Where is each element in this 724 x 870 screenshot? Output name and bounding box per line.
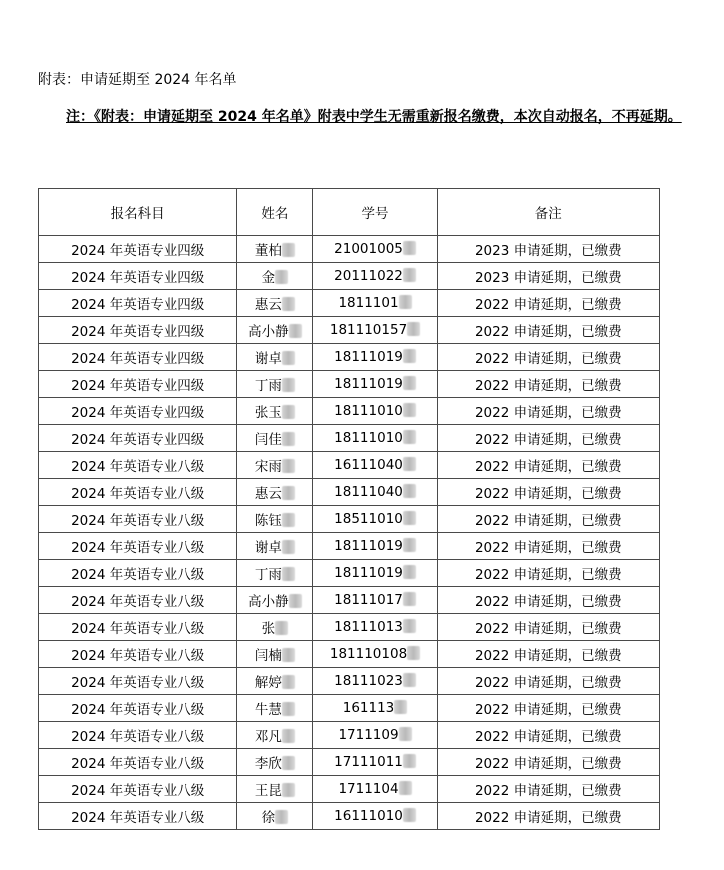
cell-subject-text: 2024 年英语专业八级 [71, 621, 205, 637]
redaction-mask [282, 297, 295, 311]
redaction-mask [275, 270, 288, 284]
cell-subject [39, 425, 237, 452]
cell-student-id-text: 18111019 [334, 538, 403, 554]
redaction-mask [403, 754, 416, 768]
cell-remark [437, 398, 659, 425]
cell-student-id [313, 614, 437, 641]
cell-remark [437, 722, 659, 749]
cell-student-id-text: 18111013 [334, 619, 403, 635]
cell-remark [437, 587, 659, 614]
cell-remark [437, 344, 659, 371]
redaction-mask [403, 376, 416, 390]
cell-student-id-text: 1711109 [338, 727, 399, 743]
table-row [39, 803, 660, 830]
cell-name [237, 344, 313, 371]
cell-subject-text: 2024 年英语专业八级 [71, 675, 205, 691]
redaction-mask [407, 322, 420, 336]
cell-remark [437, 452, 659, 479]
table-row [39, 749, 660, 776]
cell-remark [437, 479, 659, 506]
cell-student-id-text: 16111010 [334, 808, 403, 824]
table-row [39, 290, 660, 317]
cell-student-id [313, 398, 437, 425]
cell-name-text: 解婷 [254, 675, 282, 691]
cell-subject [39, 587, 237, 614]
redaction-mask [282, 378, 295, 392]
appendix-heading: 附表：申请延期至 2024 年名单 [38, 72, 237, 88]
redaction-mask [282, 756, 295, 770]
cell-name-text: 李欣 [254, 756, 282, 772]
cell-remark [437, 614, 659, 641]
cell-remark-text: 2022 申请延期，已缴费 [474, 351, 622, 367]
cell-remark-text: 2022 申请延期，已缴费 [474, 783, 622, 799]
cell-remark-text: 2022 申请延期，已缴费 [474, 459, 622, 475]
cell-name [237, 371, 313, 398]
header-student-id: 学号 [313, 189, 437, 236]
redaction-mask [275, 621, 288, 635]
redaction-mask [403, 457, 416, 471]
cell-name-text: 宋雨 [254, 459, 282, 475]
table-row [39, 695, 660, 722]
cell-name-text: 闫楠 [254, 648, 282, 664]
redaction-mask [282, 540, 295, 554]
table-row [39, 425, 660, 452]
cell-subject [39, 263, 237, 290]
redaction-mask [399, 727, 412, 741]
cell-subject-text: 2024 年英语专业四级 [71, 324, 205, 340]
redaction-mask [282, 702, 295, 716]
cell-remark-text: 2022 申请延期，已缴费 [474, 675, 622, 691]
cell-remark-text: 2022 申请延期，已缴费 [474, 756, 622, 772]
table-row [39, 533, 660, 560]
cell-name-text: 丁雨 [254, 567, 282, 583]
header-name: 姓名 [237, 189, 313, 236]
cell-student-id-text: 18111010 [334, 430, 403, 446]
table-row [39, 668, 660, 695]
cell-subject [39, 776, 237, 803]
redaction-mask [282, 486, 295, 500]
cell-student-id [313, 695, 437, 722]
cell-name-text: 董柏 [254, 243, 282, 259]
cell-student-id [313, 641, 437, 668]
cell-student-id [313, 479, 437, 506]
cell-student-id-text: 18111019 [334, 376, 403, 392]
cell-subject-text: 2024 年英语专业四级 [71, 432, 205, 448]
redaction-mask [399, 295, 412, 309]
cell-name-text: 惠云 [254, 297, 282, 313]
cell-student-id-text: 18111023 [334, 673, 403, 689]
table-row [39, 317, 660, 344]
redaction-mask [403, 565, 416, 579]
cell-subject-text: 2024 年英语专业八级 [71, 729, 205, 745]
redaction-mask [289, 324, 302, 338]
redaction-mask [282, 648, 295, 662]
cell-remark-text: 2023 申请延期，已缴费 [474, 270, 622, 286]
table-row [39, 722, 660, 749]
cell-name [237, 398, 313, 425]
redaction-mask [282, 351, 295, 365]
redaction-mask [282, 567, 295, 581]
cell-student-id-text: 161113 [342, 700, 395, 716]
cell-remark-text: 2022 申请延期，已缴费 [474, 648, 622, 664]
redaction-mask [403, 592, 416, 606]
cell-name-text: 徐 [261, 810, 276, 826]
cell-name [237, 317, 313, 344]
cell-student-id-text: 18511010 [334, 511, 403, 527]
header-remark: 备注 [437, 189, 659, 236]
cell-remark [437, 641, 659, 668]
cell-name [237, 776, 313, 803]
redaction-mask [282, 459, 295, 473]
cell-name [237, 452, 313, 479]
cell-name-text: 张 [261, 621, 276, 637]
cell-student-id [313, 533, 437, 560]
cell-subject-text: 2024 年英语专业四级 [71, 297, 205, 313]
cell-name [237, 695, 313, 722]
table-header-row [39, 189, 660, 236]
redaction-mask [403, 619, 416, 633]
cell-subject [39, 398, 237, 425]
cell-remark [437, 803, 659, 830]
table-row [39, 776, 660, 803]
cell-name-text: 谢卓 [254, 540, 282, 556]
table-row [39, 236, 660, 263]
cell-remark [437, 695, 659, 722]
cell-student-id-text: 17111011 [334, 754, 403, 770]
cell-remark [437, 776, 659, 803]
cell-student-id-text: 21001005 [334, 241, 403, 257]
cell-student-id [313, 506, 437, 533]
redaction-mask [289, 594, 302, 608]
redaction-mask [282, 729, 295, 743]
cell-name [237, 506, 313, 533]
cell-student-id [313, 722, 437, 749]
redaction-mask [403, 484, 416, 498]
cell-remark-text: 2022 申请延期，已缴费 [474, 405, 622, 421]
cell-remark-text: 2022 申请延期，已缴费 [474, 540, 622, 556]
cell-subject [39, 506, 237, 533]
cell-subject-text: 2024 年英语专业八级 [71, 594, 205, 610]
cell-remark [437, 560, 659, 587]
appendix-note: 注：《附表：申请延期至 2024 年名单》附表中学生无需重新报名缴费，本次自动报名，不再延期。 [66, 109, 682, 125]
cell-student-id [313, 560, 437, 587]
cell-name [237, 587, 313, 614]
cell-name [237, 749, 313, 776]
cell-student-id-text: 18111017 [334, 592, 403, 608]
cell-name-text: 丁雨 [254, 378, 282, 394]
cell-subject-text: 2024 年英语专业八级 [71, 756, 205, 772]
cell-subject [39, 236, 237, 263]
cell-student-id [313, 371, 437, 398]
cell-name-text: 张玉 [254, 405, 282, 421]
redaction-mask [282, 405, 295, 419]
cell-student-id [313, 668, 437, 695]
cell-subject-text: 2024 年英语专业八级 [71, 567, 205, 583]
cell-subject-text: 2024 年英语专业四级 [71, 351, 205, 367]
table-row [39, 398, 660, 425]
cell-remark-text: 2023 申请延期，已缴费 [474, 243, 622, 259]
cell-remark [437, 236, 659, 263]
cell-name [237, 614, 313, 641]
cell-name [237, 668, 313, 695]
cell-subject [39, 695, 237, 722]
cell-student-id-text: 16111040 [334, 457, 403, 473]
redaction-mask [282, 243, 295, 257]
redaction-mask [407, 646, 420, 660]
cell-student-id-text: 18111019 [334, 565, 403, 581]
cell-subject [39, 317, 237, 344]
cell-name [237, 479, 313, 506]
cell-name [237, 641, 313, 668]
cell-name-text: 高小静 [248, 594, 289, 610]
cell-subject-text: 2024 年英语专业八级 [71, 513, 205, 529]
cell-subject-text: 2024 年英语专业八级 [71, 783, 205, 799]
cell-student-id-text: 18111010 [334, 403, 403, 419]
redaction-mask [282, 432, 295, 446]
cell-name-text: 惠云 [254, 486, 282, 502]
table-row [39, 587, 660, 614]
cell-student-id-text: 18111019 [334, 349, 403, 365]
table-row [39, 506, 660, 533]
cell-name [237, 722, 313, 749]
cell-student-id [313, 425, 437, 452]
cell-name-text: 牛慧 [254, 702, 282, 718]
table-row [39, 614, 660, 641]
cell-subject-text: 2024 年英语专业八级 [71, 459, 205, 475]
cell-student-id [313, 749, 437, 776]
cell-student-id [313, 263, 437, 290]
cell-name-text: 金 [261, 270, 276, 286]
redaction-mask [403, 511, 416, 525]
cell-subject [39, 614, 237, 641]
cell-subject-text: 2024 年英语专业八级 [71, 702, 205, 718]
cell-subject [39, 803, 237, 830]
redaction-mask [282, 675, 295, 689]
cell-subject-text: 2024 年英语专业八级 [71, 486, 205, 502]
cell-name-text: 邓凡 [254, 729, 282, 745]
cell-remark-text: 2022 申请延期，已缴费 [474, 810, 622, 826]
cell-student-id-text: 1711104 [338, 781, 399, 797]
cell-name-text: 陈钰 [254, 513, 282, 529]
cell-remark [437, 371, 659, 398]
header-subject: 报名科目 [39, 189, 237, 236]
cell-student-id [313, 803, 437, 830]
cell-remark-text: 2022 申请延期，已缴费 [474, 297, 622, 313]
cell-name-text: 高小静 [248, 324, 289, 340]
cell-subject [39, 479, 237, 506]
cell-remark [437, 749, 659, 776]
deferral-roster-table [38, 188, 660, 830]
cell-remark-text: 2022 申请延期，已缴费 [474, 324, 622, 340]
cell-remark [437, 317, 659, 344]
cell-student-id [313, 236, 437, 263]
redaction-mask [403, 241, 416, 255]
cell-remark-text: 2022 申请延期，已缴费 [474, 486, 622, 502]
cell-name-text: 闫佳 [254, 432, 282, 448]
table-row [39, 371, 660, 398]
redaction-mask [275, 810, 288, 824]
cell-subject-text: 2024 年英语专业四级 [71, 378, 205, 394]
cell-student-id-text: 181110108 [329, 646, 408, 662]
cell-subject [39, 290, 237, 317]
redaction-mask [403, 673, 416, 687]
table-row [39, 452, 660, 479]
cell-subject-text: 2024 年英语专业八级 [71, 648, 205, 664]
cell-student-id-text: 18111040 [334, 484, 403, 500]
cell-student-id-text: 20111022 [334, 268, 403, 284]
cell-subject-text: 2024 年英语专业四级 [71, 405, 205, 421]
cell-remark [437, 290, 659, 317]
cell-subject [39, 749, 237, 776]
redaction-mask [403, 403, 416, 417]
cell-subject-text: 2024 年英语专业四级 [71, 270, 205, 286]
cell-remark [437, 506, 659, 533]
cell-student-id-text: 1811101 [338, 295, 399, 311]
cell-remark-text: 2022 申请延期，已缴费 [474, 513, 622, 529]
cell-remark-text: 2022 申请延期，已缴费 [474, 594, 622, 610]
table-row [39, 479, 660, 506]
cell-remark-text: 2022 申请延期，已缴费 [474, 567, 622, 583]
cell-remark-text: 2022 申请延期，已缴费 [474, 702, 622, 718]
cell-name [237, 236, 313, 263]
redaction-mask [403, 268, 416, 282]
cell-student-id [313, 776, 437, 803]
cell-remark-text: 2022 申请延期，已缴费 [474, 378, 622, 394]
cell-subject [39, 560, 237, 587]
cell-name [237, 263, 313, 290]
table-row [39, 263, 660, 290]
cell-name-text: 王昆 [254, 783, 282, 799]
table-row [39, 641, 660, 668]
table-row [39, 344, 660, 371]
redaction-mask [394, 700, 407, 714]
cell-remark-text: 2022 申请延期，已缴费 [474, 432, 622, 448]
redaction-mask [399, 781, 412, 795]
cell-subject-text: 2024 年英语专业四级 [71, 243, 205, 259]
cell-student-id [313, 317, 437, 344]
cell-name [237, 533, 313, 560]
cell-subject [39, 668, 237, 695]
redaction-mask [403, 430, 416, 444]
cell-name [237, 290, 313, 317]
redaction-mask [403, 538, 416, 552]
cell-remark [437, 668, 659, 695]
cell-remark [437, 425, 659, 452]
cell-subject [39, 533, 237, 560]
cell-student-id-text: 181110157 [329, 322, 408, 338]
cell-name [237, 803, 313, 830]
cell-subject-text: 2024 年英语专业八级 [71, 540, 205, 556]
cell-name-text: 谢卓 [254, 351, 282, 367]
cell-subject [39, 371, 237, 398]
cell-remark-text: 2022 申请延期，已缴费 [474, 729, 622, 745]
cell-student-id [313, 290, 437, 317]
redaction-mask [403, 349, 416, 363]
cell-remark [437, 263, 659, 290]
redaction-mask [282, 783, 295, 797]
cell-student-id [313, 587, 437, 614]
cell-name [237, 425, 313, 452]
cell-remark-text: 2022 申请延期，已缴费 [474, 621, 622, 637]
cell-remark [437, 533, 659, 560]
cell-subject [39, 722, 237, 749]
cell-subject [39, 641, 237, 668]
redaction-mask [282, 513, 295, 527]
cell-subject [39, 344, 237, 371]
table-row [39, 560, 660, 587]
cell-subject-text: 2024 年英语专业八级 [71, 810, 205, 826]
cell-student-id [313, 452, 437, 479]
cell-name [237, 560, 313, 587]
redaction-mask [403, 808, 416, 822]
cell-subject [39, 452, 237, 479]
cell-student-id [313, 344, 437, 371]
